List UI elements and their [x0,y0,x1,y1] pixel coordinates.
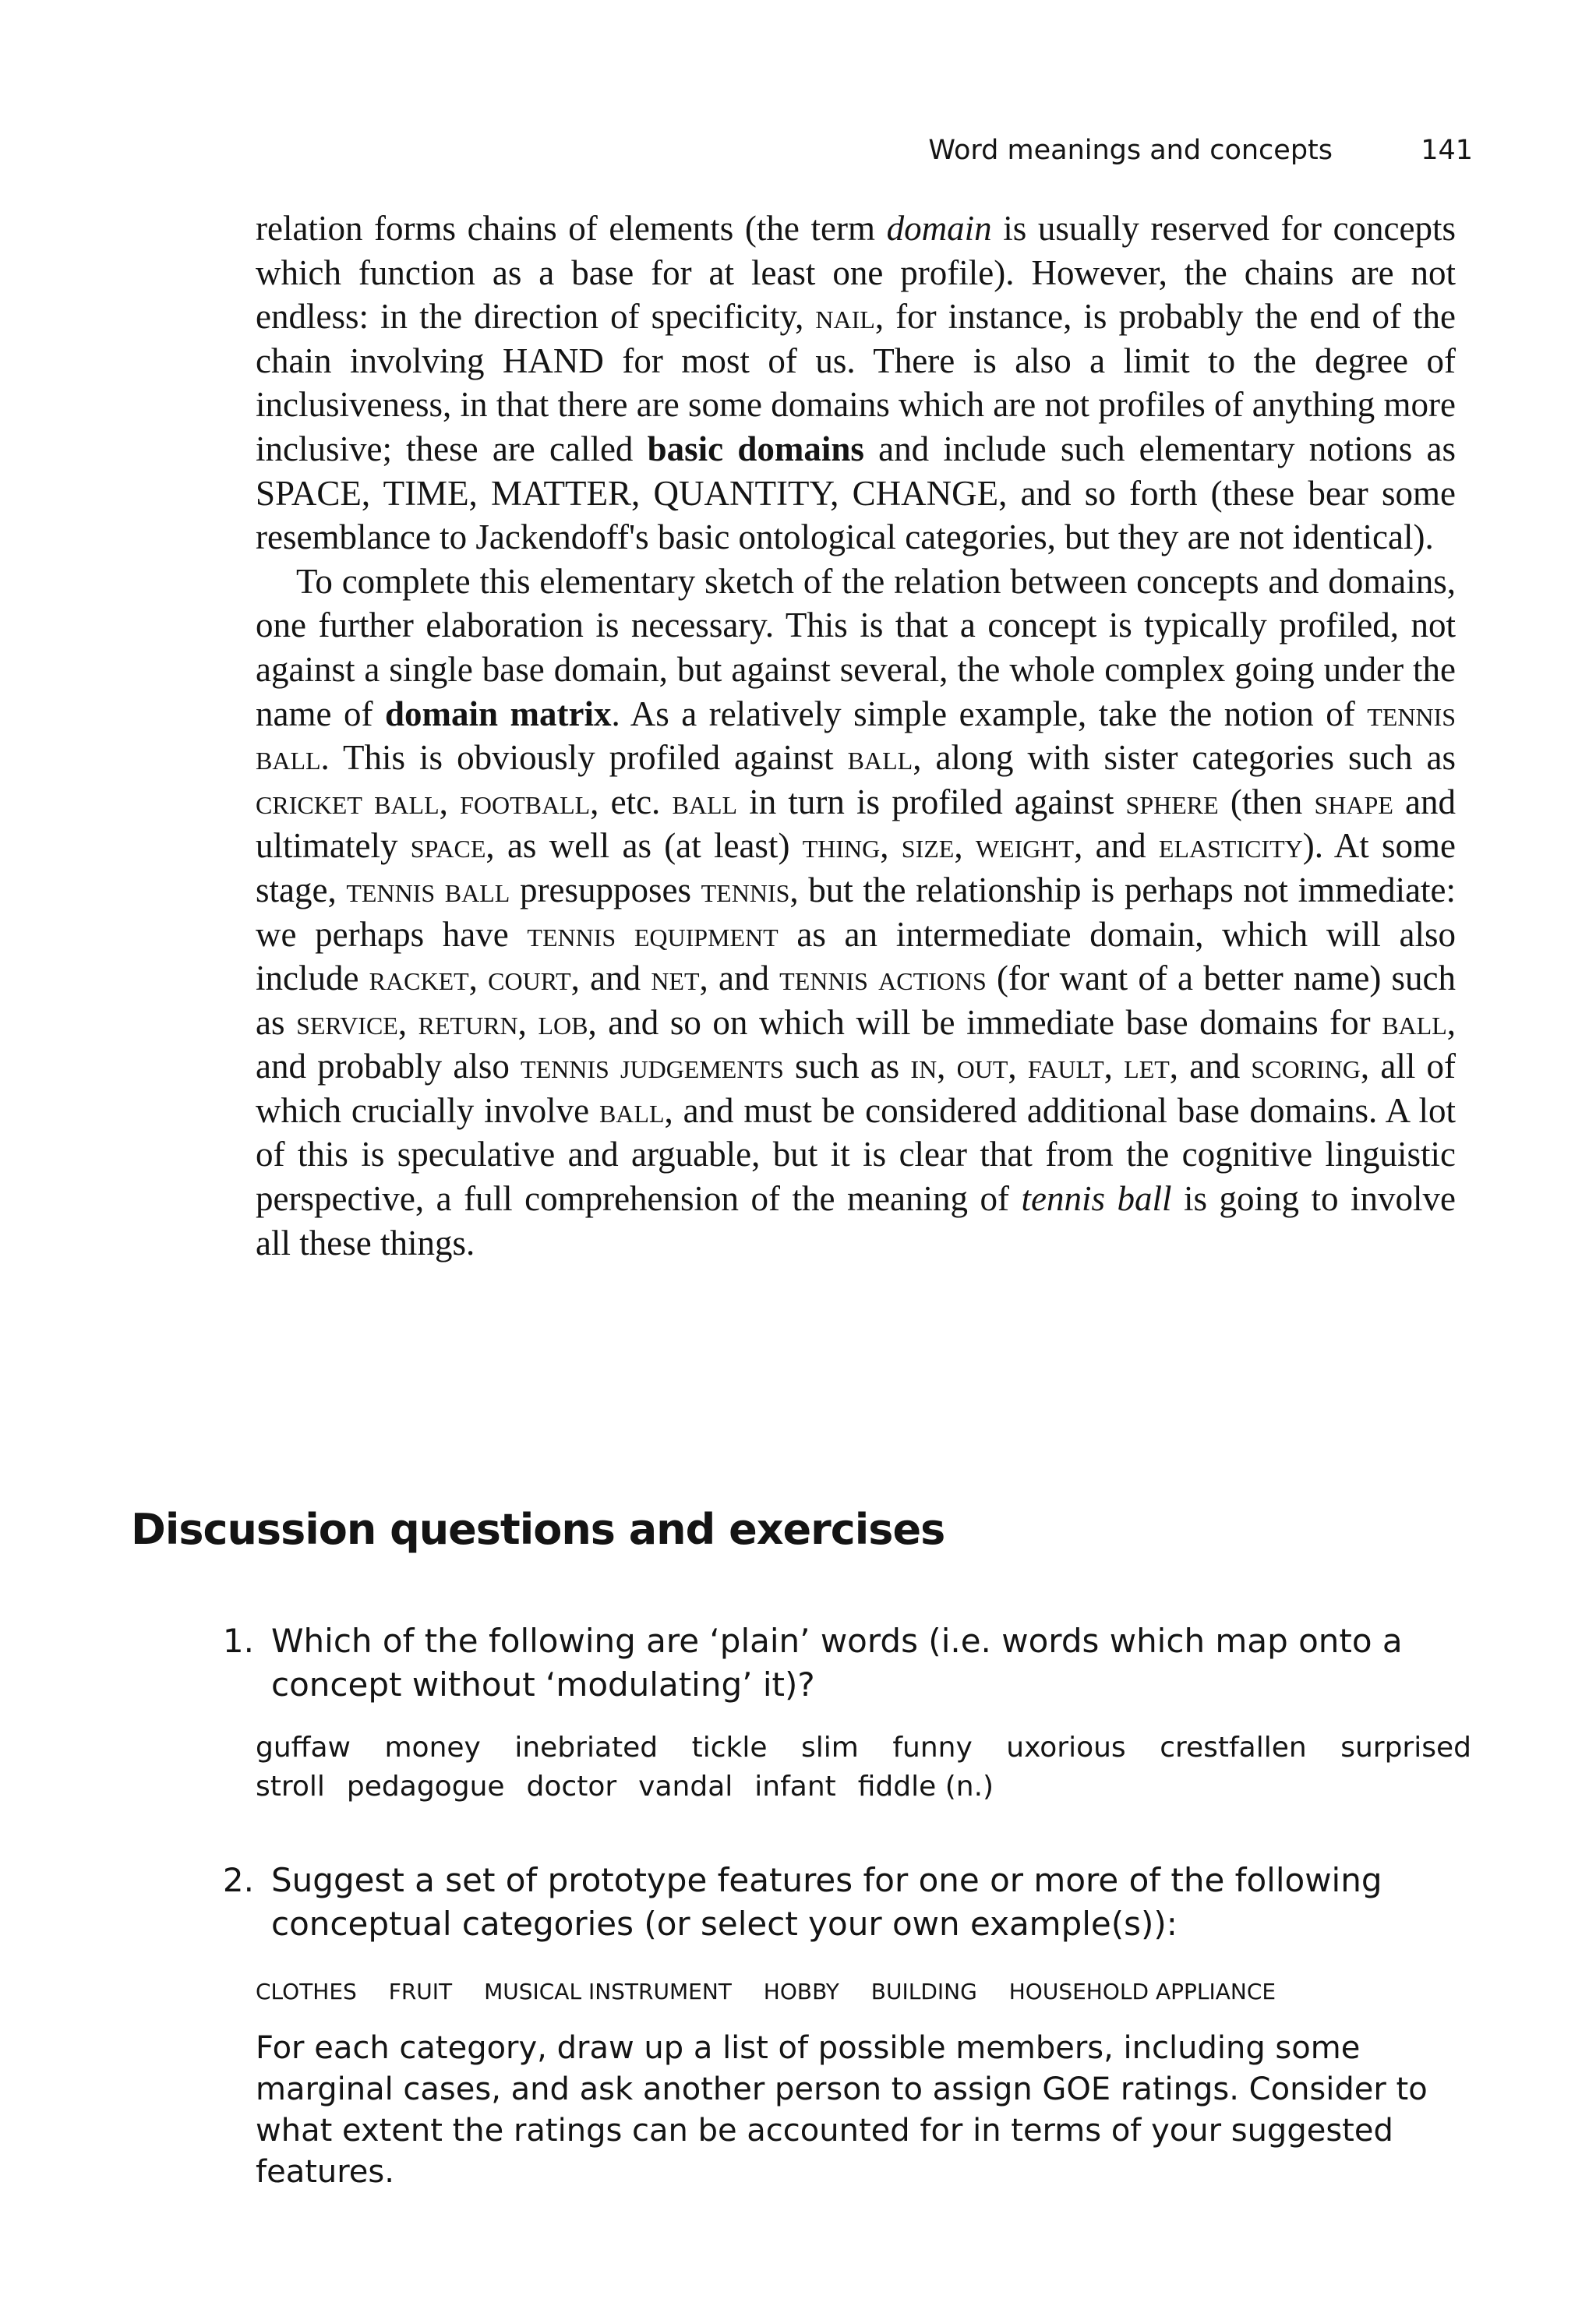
word-row-2 [256,1768,1471,1806]
exercise-instruction: For each category, draw up a list of possible members, including some marginal cases, and ask another person to assign GOE ratings. Consider to what extent the ratings can be accounted for in terms of your suggested features. [256,2030,1428,2190]
word-item: money [384,1732,481,1764]
term-basic-domains: basic domains [647,429,864,468]
word-item: funny [892,1732,973,1764]
word-item: pedagogue [346,1771,505,1803]
word-item: fiddle (n.) [857,1771,994,1803]
word-list [256,1729,1471,1806]
word-item: surprised [1340,1732,1471,1764]
question-number: 2. [222,1861,254,1899]
term-domain-matrix: domain matrix [384,694,612,733]
category-list [256,1976,1301,2008]
category-item: MUSICAL INSTRUMENT [484,1979,732,2004]
word-item: uxorious [1006,1732,1126,1764]
question-number: 1. [222,1622,254,1660]
category-item: HOUSEHOLD APPLIANCE [1008,1979,1276,2004]
page-number: 141 [1421,135,1473,166]
term-domain: domain [886,209,992,248]
category-item: BUILDING [870,1979,977,2004]
category-item: CLOTHES [256,1979,357,2004]
word-item: tickle [691,1732,768,1764]
body-text [256,207,1456,1265]
paragraph-domains-chains: relation forms chains of elements (the term domain is usually reserved for concepts which function as a base for at least one profile). However, the chains are not endless: in the direction of specificity, nail, for instance, is probably the end of the chain involving HAND for most of us. There is also a limit to the degree of inclusiveness, in that there are some domains which are not profiles of anything more inclusive; these are called basic domains and include such elementary notions as SPACE, TIME, MATTER, QUANTITY, CHANGE, and so forth (these bear some resemblance to Jackendoff's basic ontological categories, but they are not identical). [256,209,1457,557]
word-item: slim [801,1732,859,1764]
category-item: HOBBY [763,1979,839,2004]
section-heading: Discussion questions and exercises [131,1505,945,1554]
word-row-1 [256,1729,1471,1768]
term-tennis-ball: tennis ball [1021,1179,1172,1219]
word-item: crestfallen [1160,1732,1307,1764]
category-item: FRUIT [388,1979,453,2004]
question-1 [222,1619,1479,1707]
word-item: stroll [256,1771,325,1803]
paragraph-domain-matrix: To complete this elementary sketch of the relation between concepts and domains, one further elaboration is necessary. This is that a concept is typically profiled, not against a single base domain, but against several, the whole complex going under the name of domain matrix. As a relatively simple example, take the notion of tennis ball. This is obviously profiled against ball, along with sister categories such as cricket ball, football, etc. ball in turn is profiled against sphere (then shape and ultimately space, as well as (at least) thing, size, weight, and elasticity). At some stage, tennis ball presupposes tennis, but the relationship is perhaps not immediate: we perhaps have tennis equipment as an intermediate domain, which will also include racket, court, and net, and tennis actions (for want of a better name) such as service, return, lob, and so on which will be immediate base domains for ball, and probably also tennis judgements such as in, out, fault, let, and scoring, all of which crucially involve ball, and must be considered additional base domains. A lot of this is speculative and arguable, but it is clear that from the cognitive linguistic perspective, a full comprehension of the meaning of tennis ball is going to involve all these things. [256,561,1457,1263]
word-item: doctor [526,1771,617,1803]
word-item: inebriated [514,1732,659,1764]
question-2 [222,1859,1479,1946]
word-item: guffaw [256,1732,351,1764]
running-title: Word meanings and concepts [928,135,1333,166]
word-item: infant [754,1771,836,1803]
question-text: Which of the following are ‘plain’ words (i.e. words which map onto a concept without ‘modulating’ it)? [271,1622,1403,1704]
word-item: vandal [638,1771,733,1803]
question-text: Suggest a set of prototype features for one or more of the following conceptual categories (or select your own example(s)): [271,1861,1382,1943]
